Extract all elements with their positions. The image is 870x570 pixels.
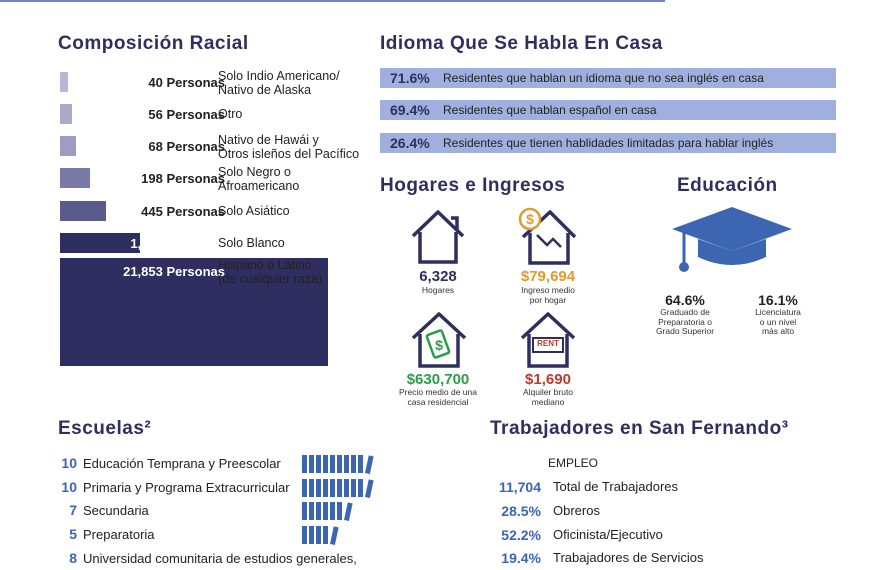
school-type: Universidad comunitaria de estudios generales,: [83, 551, 357, 566]
worker-value: 52.2%: [501, 527, 541, 543]
language-text: Residentes que tienen hablidades limitadas para hablar inglés: [443, 136, 774, 150]
home-price-label: Precio medio de una casa residencial: [399, 387, 477, 407]
language-pct: 26.4%: [390, 135, 430, 151]
race-bar: [60, 136, 76, 156]
rent-house-icon: [518, 310, 578, 375]
language-bar: [380, 68, 836, 88]
school-type: Secundaria: [83, 503, 149, 518]
racial-title: Composición Racial: [58, 33, 249, 54]
workers-title: Trabajadores en San Fernando³: [490, 418, 789, 439]
rent-value: $1,690: [525, 371, 571, 388]
education-stat-value: 64.6%: [665, 292, 705, 308]
race-label: Solo Asiático: [218, 204, 290, 218]
race-count: 40 Personas: [148, 75, 225, 90]
home-price-value: $630,700: [406, 371, 470, 388]
school-count: 7: [69, 502, 77, 518]
race-row: [60, 258, 380, 284]
language-pct: 69.4%: [390, 102, 430, 118]
race-count: 21,853 Personas: [123, 264, 225, 279]
worker-label: Oficinista/Ejecutivo: [553, 527, 663, 542]
worker-row: [0, 527, 870, 547]
race-label: Hispano o Latino (de cualquier raza): [218, 258, 323, 286]
race-row: [60, 230, 380, 256]
worker-value: 19.4%: [501, 550, 541, 566]
education-stat-label: Graduado de Preparatoria o Grado Superior: [655, 307, 715, 336]
race-count: 68 Personas: [148, 139, 225, 154]
education-title: Educación: [677, 175, 778, 196]
language-text: Residentes que hablan un idioma que no sea inglés en casa: [443, 71, 764, 85]
worker-row: [0, 479, 870, 499]
home-price-icon: [409, 310, 469, 375]
school-count: 5: [69, 526, 77, 542]
worker-label: Obreros: [553, 503, 600, 518]
hogares-value: 6,328: [419, 268, 457, 285]
language-bar: [380, 100, 836, 120]
race-count: 56 Personas: [148, 107, 225, 122]
worker-label: Trabajadores de Servicios: [553, 550, 704, 565]
race-label: Solo Negro o Afroamericano: [218, 165, 300, 193]
graduation-cap-icon: [670, 205, 795, 290]
language-pct: 71.6%: [390, 70, 430, 86]
workers-header-row: [0, 456, 870, 476]
worker-value: 28.5%: [501, 503, 541, 519]
school-count: 10: [61, 455, 77, 471]
income-label: Ingreso medio por hogar: [521, 285, 575, 305]
worker-row: [0, 503, 870, 523]
income-house-icon: [517, 205, 579, 272]
race-row: [60, 133, 380, 159]
race-count: 1,056 Personas: [130, 236, 225, 251]
school-count: 10: [61, 479, 77, 495]
rent-sign: RENT: [537, 339, 559, 348]
svg-text:$: $: [435, 337, 443, 353]
language-text: Residentes que hablan español en casa: [443, 103, 657, 117]
race-row: [60, 101, 380, 127]
language-title: Idioma Que Se Habla En Casa: [380, 33, 663, 54]
house-icon: [409, 208, 467, 271]
school-count: 8: [69, 550, 77, 566]
worker-value: 11,704: [498, 479, 541, 495]
households-title: Hogares e Ingresos: [380, 175, 566, 196]
race-count: 198 Personas: [141, 171, 225, 186]
race-bar: [60, 104, 72, 124]
school-type: Preparatoria: [83, 527, 155, 542]
race-label: Nativo de Hawái y Otros isleños del Pacífico: [218, 133, 360, 161]
hogares-label: Hogares: [421, 285, 455, 295]
schools-title: Escuelas²: [58, 418, 152, 439]
race-row: [60, 165, 380, 191]
race-label: Solo Indio Americano/ Nativo de Alaska: [218, 69, 340, 97]
worker-label: Total de Trabajadores: [553, 479, 679, 494]
income-value: $79,694: [520, 268, 576, 285]
language-bar: [380, 133, 836, 153]
svg-text:$: $: [526, 211, 534, 227]
education-stat-label: Licenciatura o un nivel más alto: [755, 307, 801, 336]
race-label: Otro: [218, 107, 243, 121]
race-row: [60, 69, 380, 95]
school-type: Primaria y Programa Extracurricular: [83, 480, 290, 495]
workers-header: EMPLEO: [548, 456, 599, 470]
education-stat-value: 16.1%: [758, 292, 798, 308]
race-label: Solo Blanco: [218, 236, 285, 250]
race-bar: [60, 72, 68, 92]
worker-row: [0, 550, 870, 570]
race-count: 445 Personas: [141, 204, 225, 219]
race-row: [60, 198, 380, 224]
top-rule: [0, 0, 665, 2]
school-type: Educación Temprana y Preescolar: [83, 456, 281, 471]
rent-label: Alquiler bruto mediano: [522, 387, 574, 407]
